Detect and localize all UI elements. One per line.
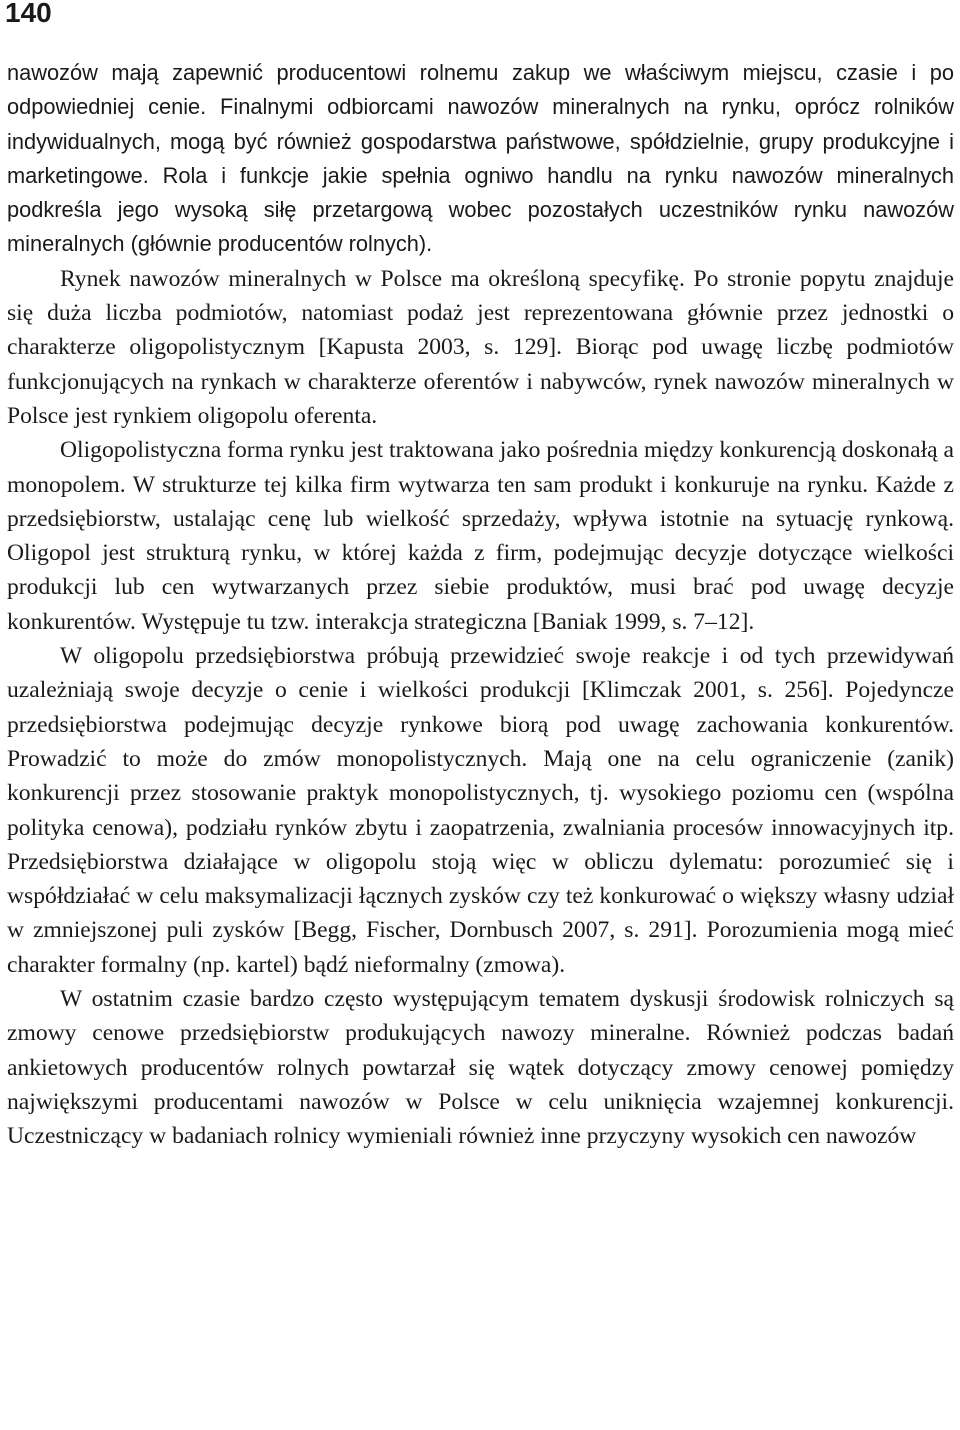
page-number: 140 bbox=[5, 0, 52, 28]
paragraph-1-text: nawozów mają zapewnić producentowi rolnemu zakup we właściwym miejscu, czasie i po odpowiedniej cenie. Finalnymi odbiorcami nawozów mineralnych na rynku, oprócz rolników indywidualnych, mogą być również gospodarstwa państwowe, spółdzielnie, grupy produkcyjne i marketingowe. Rola i funkcje jakie spełnia ogniwo handlu na rynku nawozów mineralnych podkreśla jego wysoką siłę przetargową wobec pozostałych uczestników rynku nawozów mineralnych (głównie producentów rolnych). bbox=[7, 60, 954, 257]
paragraph-2 bbox=[7, 262, 954, 433]
paragraph-5 bbox=[7, 982, 954, 1153]
paragraph-4 bbox=[7, 639, 954, 982]
paragraph-3 bbox=[7, 433, 954, 639]
paragraph-3-text: Oligopolistyczna forma rynku jest traktowana jako pośrednia między konkurencją doskonałą a monopolem. W strukturze tej kilka firm wytwarza ten sam produkt i konkuruje na rynku. Każde z przedsiębiorstw, ustalając cenę lub wielkość sprzedaży, wpływa istotnie na sytuację rynkową. Oligopol jest strukturą rynku, w której każda z firm, podejmując decyzje dotyczące wielkości produkcji lub cen wytwarzanych przez siebie produktów, musi brać pod uwagę decyzje konkurentów. Występuje tu tzw. interakcja strategiczna [Baniak 1999, s. 7–12]. bbox=[7, 437, 954, 635]
paragraph-5-text: W ostatnim czasie bardzo często występującym tematem dyskusji środowisk rolniczych są zmowy cenowe przedsiębiorstw produkujących nawozy mineralne. Również podczas badań ankietowych producentów rolnych powtarzał się wątek dotyczący zmowy cenowej pomiędzy największymi producentami nawozów w Polsce w celu uniknięcia wzajemnej konkurencji. Uczestniczący w badaniach rolnicy wymieniali również inne przyczyny wysokich cen nawozów bbox=[7, 986, 954, 1150]
body-text bbox=[7, 56, 954, 1154]
paragraph-2-text: Rynek nawozów mineralnych w Polsce ma określoną specyfikę. Po stronie popytu znajduje się duża liczba podmiotów, natomiast podaż jest reprezentowana głównie przez jednostki o charakterze oligopolistycznym [Kapusta 2003, s. 129]. Biorąc pod uwagę liczbę podmiotów funkcjonujących na rynkach w charakterze oferentów i nabywców, rynek nawozów mineralnych w Polsce jest rynkiem oligopolu oferenta. bbox=[7, 265, 954, 429]
paragraph-1 bbox=[7, 56, 954, 262]
paragraph-4-text: W oligopolu przedsiębiorstwa próbują przewidzieć swoje reakcje i od tych przewidywań uzależniają swoje decyzje o cenie i wielkości produkcji [Klimczak 2001, s. 256]. Pojedyncze przedsiębiorstwa podejmując decyzje rynkowe biorą pod uwagę zachowania konkurentów. Prowadzić to może do zmów monopolistycznych. Mają one na celu ograniczenie (zanik) konkurencji przez stosowanie praktyk monopolistycznych, tj. wysokiego poziomu cen (wspólna polityka cenowa), podziału rynków zbytu i zaopatrzenia, zwalniania procesów innowacyjnych itp. Przedsiębiorstwa działające w oligopolu stoją więc w obliczu dylematu: porozumieć się i współdziałać w celu maksymalizacji łącznych zysków czy też konkurować o większy własny udział w zmniejszonej puli zysków [Begg, Fischer, Dornbusch 2007, s. 291]. Porozumienia mogą mieć charakter formalny (np. kartel) bądź nieformalny (zmowa). bbox=[7, 643, 954, 978]
